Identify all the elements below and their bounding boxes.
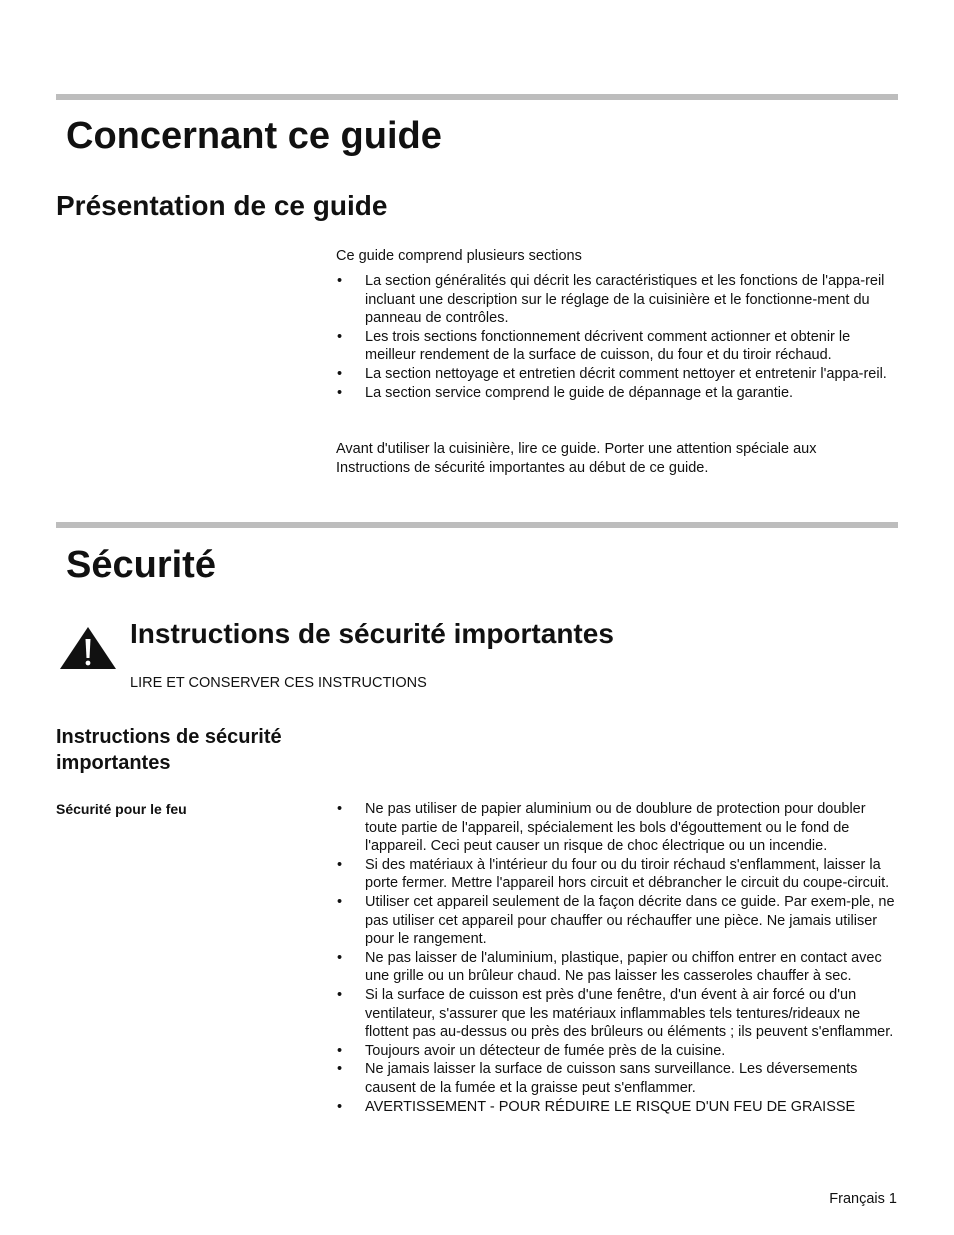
page-title-concernant: Concernant ce guide — [66, 115, 442, 157]
list-item: • Si la surface de cuisson est près d'une fenêtre, d'un évent à air forcé ou d'un ventilateur, s'assurer que les matériaux inflammables tels tentures/rideaux ne flottent pas au-dessus ou près des brûleurs ou éléments ; ils peuvent s'enflammer. — [336, 986, 900, 1042]
list-item: • La section service comprend le guide de dépannage et la garantie. — [336, 384, 900, 403]
list-item: • Utiliser cet appareil seulement de la façon décrite dans ce guide. Par exem-ple, ne pas utiliser cet appareil pour chauffer ou réchauffer une pièce. Ne jamais utiliser pour le rangement. — [336, 893, 900, 949]
section-rule-securite — [56, 522, 898, 528]
page-number: Français 1 — [829, 1191, 897, 1207]
heading-instructions-securite: Instructions de sécurité importantes — [130, 618, 614, 649]
label-securite-feu: Sécurité pour le feu — [56, 801, 187, 817]
subheading-instructions: Instructions de sécurité importantes — [56, 726, 282, 774]
list-item: • AVERTISSEMENT - POUR RÉDUIRE LE RISQUE D'UN FEU DE GRAISSE — [336, 1098, 900, 1117]
warning-triangle-icon — [59, 626, 117, 670]
notice-text: LIRE ET CONSERVER CES INSTRUCTIONS — [130, 675, 427, 691]
guide-sections-list — [336, 272, 900, 402]
list-item: • La section généralités qui décrit les caractéristiques et les fonctions de l'appa-reil incluant une description sur le réglage de la cuisinière et le fonctionne-ment du panneau de contrôles. — [336, 272, 900, 328]
list-item: • Les trois sections fonctionnement décrivent comment actionner et obtenir le meilleur rendement de la surface de cuisson, du four et du tiroir réchaud. — [336, 328, 900, 365]
list-item: • Ne jamais laisser la surface de cuisson sans surveillance. Les déversements causent de la fumée et la graisse peut s'enflammer. — [336, 1060, 900, 1097]
list-item: • Toujours avoir un détecteur de fumée près de la cuisine. — [336, 1042, 900, 1061]
fire-safety-list — [336, 800, 900, 1116]
list-item: • La section nettoyage et entretien décrit comment nettoyer et entretenir l'appa-reil. — [336, 365, 900, 384]
closing-text: Avant d'utiliser la cuisinière, lire ce guide. Porter une attention spéciale aux Instructions de sécurité importantes au début de ce guide. — [336, 441, 817, 476]
list-item: • Si des matériaux à l'intérieur du four ou du tiroir réchaud s'enflamment, laisser la porte fermer. Mettre l'appareil hors circuit et débrancher le circuit du coupe-circuit. — [336, 856, 900, 893]
section-rule-top — [56, 94, 898, 100]
intro-text: Ce guide comprend plusieurs sections — [336, 248, 582, 264]
list-item: • Ne pas laisser de l'aluminium, plastique, papier ou chiffon entrer en contact avec une grille ou un brûleur chaud. Ne pas laisser les casseroles chauffer à sec. — [336, 949, 900, 986]
list-item: • Ne pas utiliser de papier aluminium ou de doublure de protection pour doubler toute partie de l'appareil, spécialement les bols d'égouttement ou le fond de l'appareil. Ceci peut causer un risque de choc électrique ou un incendie. — [336, 800, 900, 856]
page-title-securite: Sécurité — [66, 544, 216, 586]
heading-presentation: Présentation de ce guide — [56, 190, 388, 221]
